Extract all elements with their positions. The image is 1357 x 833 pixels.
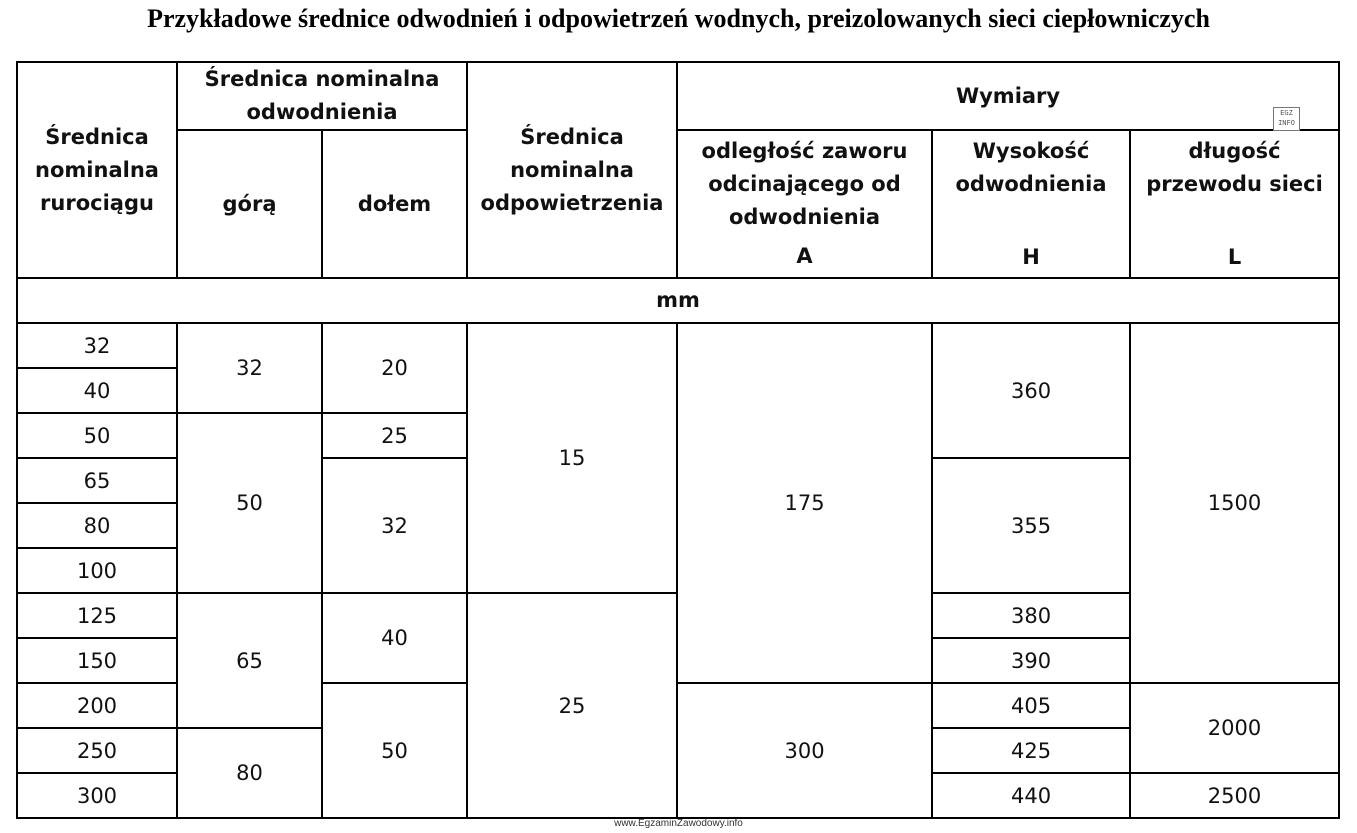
cell-pipe-dn: 150: [17, 638, 177, 683]
cell-pipe-dn: 250: [17, 728, 177, 773]
cell-pipe-length: 2500: [1130, 773, 1339, 818]
cell-pipe-dn: 50: [17, 413, 177, 458]
footer-url[interactable]: www.EgzaminZawodowy.info: [614, 818, 743, 829]
header-vent-dn: Średnica nominalna odpowietrzenia: [467, 62, 677, 278]
cell-pipe-dn: 200: [17, 683, 177, 728]
cell-drain-height: 360: [932, 323, 1130, 458]
cell-valve-distance: 175: [677, 323, 932, 683]
cell-drain-bottom: 32: [322, 458, 467, 593]
cell-pipe-dn: 100: [17, 548, 177, 593]
cell-pipe-length: 2000: [1130, 683, 1339, 773]
header-valve-distance: [677, 130, 932, 278]
cell-drain-height: 380: [932, 593, 1130, 638]
header-top: górą: [177, 130, 322, 278]
cell-vent-dn: 25: [467, 593, 677, 818]
cell-valve-distance: 300: [677, 683, 932, 818]
cell-pipe-dn: 125: [17, 593, 177, 638]
cell-drain-height: 390: [932, 638, 1130, 683]
cell-drain-bottom: 25: [322, 413, 467, 458]
cell-vent-dn: 15: [467, 323, 677, 593]
header-drain-height: [932, 130, 1130, 278]
header-drain-height-symbol: H: [1022, 244, 1040, 269]
unit-row: mm: [17, 278, 1339, 323]
cell-pipe-dn: 40: [17, 368, 177, 413]
page-title: Przykładowe średnice odwodnień i odpowietrzeń wodnych, preizolowanych sieci ciepłowniczych: [147, 4, 1210, 33]
header-bottom: dołem: [322, 130, 467, 278]
cell-pipe-dn: 32: [17, 323, 177, 368]
diameters-table: [16, 61, 1340, 819]
cell-pipe-dn: 300: [17, 773, 177, 818]
header-pipe-dn: Średnica nominalna rurociągu: [17, 62, 177, 278]
cell-drain-top: 32: [177, 323, 322, 413]
cell-drain-bottom: 40: [322, 593, 467, 683]
cell-drain-height: 440: [932, 773, 1130, 818]
cell-drain-height: 425: [932, 728, 1130, 773]
cell-drain-top: 80: [177, 728, 322, 818]
table-row: [17, 323, 1339, 368]
cell-drain-bottom: 20: [322, 323, 467, 413]
header-drain-dn: Średnica nominalna odwodnienia: [177, 62, 467, 130]
cell-drain-height: 405: [932, 683, 1130, 728]
watermark-logo: EGZ INFO: [1273, 107, 1300, 131]
header-pipe-length: [1130, 130, 1339, 278]
cell-drain-top: 50: [177, 413, 322, 593]
header-valve-distance-label: odległość zaworu odcinającego od odwodnienia: [701, 139, 908, 229]
header-valve-distance-symbol: A: [796, 244, 813, 268]
cell-pipe-length: 1500: [1130, 323, 1339, 683]
cell-drain-height: 355: [932, 458, 1130, 593]
header-drain-height-label: Wysokość odwodnienia: [955, 138, 1107, 196]
header-pipe-length-label: długość przewodu sieci: [1146, 138, 1323, 196]
cell-drain-bottom: 50: [322, 683, 467, 818]
header-pipe-length-symbol: L: [1227, 244, 1242, 269]
cell-pipe-dn: 80: [17, 503, 177, 548]
cell-pipe-dn: 65: [17, 458, 177, 503]
cell-drain-top: 65: [177, 593, 322, 728]
header-dimensions: Wymiary: [677, 62, 1339, 130]
